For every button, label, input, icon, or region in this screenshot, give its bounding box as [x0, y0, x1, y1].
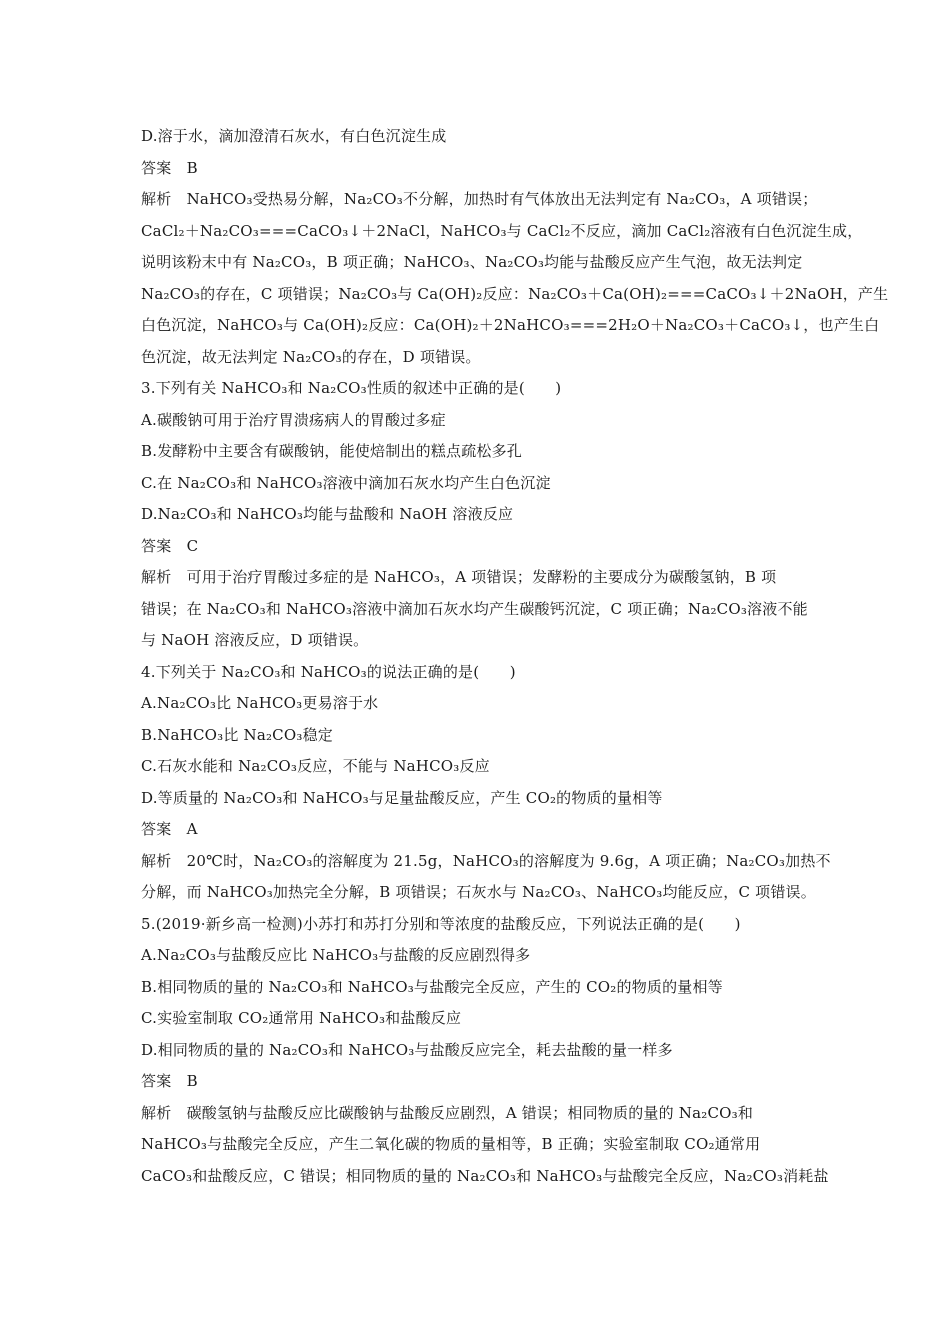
answer-line: 答案 B [141, 158, 198, 177]
question-3-option-b: B.发酵粉中主要含有碳酸钠，能使焙制出的糕点疏松多孔 [141, 442, 522, 460]
question-4-option-a: A.Na₂CO₃比 NaHCO₃更易溶于水 [141, 694, 379, 712]
question-5-stem: 5.(2019·新乡高一检测)小苏打和苏打分别和等浓度的盐酸反应，下列说法正确的是( ) [141, 914, 741, 933]
question-3-option-c: C.在 Na₂CO₃和 NaHCO₃溶液中滴加石灰水均产生白色沉淀 [141, 473, 551, 492]
answer-line: 答案 A [141, 820, 198, 838]
question-4-option-b: B.NaHCO₃比 Na₂CO₃稳定 [141, 725, 333, 744]
question-5-option-c: C.实验室制取 CO₂通常用 NaHCO₃和盐酸反应 [141, 1009, 462, 1027]
option-d-line: D.溶于水，滴加澄清石灰水，有白色沉淀生成 [141, 127, 447, 145]
explanation-line: 解析 20℃时，Na₂CO₃的溶解度为 21.5g，NaHCO₃的溶解度为 9.6g，A 项正确；Na₂CO₃加热不 [141, 851, 831, 870]
explanation-line: 分解，而 NaHCO₃加热完全分解，B 项错误；石灰水与 Na₂CO₃、NaHCO₃均能反应，C 项错误。 [141, 883, 816, 901]
question-4-option-d: D.等质量的 Na₂CO₃和 NaHCO₃与足量盐酸反应，产生 CO₂的物质的量相等 [141, 788, 663, 807]
explanation-line: 色沉淀，故无法判定 Na₂CO₃的存在，D 项错误。 [141, 347, 481, 366]
explanation-line: Na₂CO₃的存在，C 项错误；Na₂CO₃与 Ca(OH)₂反应：Na₂CO₃＋Ca(OH)₂===CaCO₃↓＋2NaOH，产生 [141, 284, 889, 303]
explanation-line: 解析 NaHCO₃受热易分解，Na₂CO₃不分解，加热时有气体放出无法判定有 Na₂CO₃，A 项错误； [141, 190, 818, 208]
explanation-line: 错误；在 Na₂CO₃和 NaHCO₃溶液中滴加石灰水均产生碳酸钙沉淀，C 项正确；Na₂CO₃溶液不能 [141, 599, 808, 618]
explanation-line: 解析 可用于治疗胃酸过多症的是 NaHCO₃，A 项错误；发酵粉的主要成分为碳酸氢钠，B 项 [141, 568, 777, 586]
question-4-option-c: C.石灰水能和 Na₂CO₃反应，不能与 NaHCO₃反应 [141, 757, 490, 775]
question-3-option-a: A.碳酸钠可用于治疗胃溃疡病人的胃酸过多症 [141, 410, 446, 429]
question-3-stem: 3.下列有关 NaHCO₃和 Na₂CO₃性质的叙述中正确的是( ) [141, 379, 562, 397]
answer-line: 答案 B [141, 1072, 198, 1090]
explanation-line: NaHCO₃与盐酸完全反应，产生二氧化碳的物质的量相等，B 正确；实验室制取 CO₂通常用 [141, 1135, 761, 1153]
question-5-option-d: D.相同物质的量的 Na₂CO₃和 NaHCO₃与盐酸反应完全，耗去盐酸的量一样多 [141, 1040, 673, 1059]
question-5-option-a: A.Na₂CO₃与盐酸反应比 NaHCO₃与盐酸的反应剧烈得多 [141, 946, 531, 964]
explanation-line: 解析 碳酸氢钠与盐酸反应比碳酸钠与盐酸反应剧烈，A 错误；相同物质的量的 Na₂CO₃和 [141, 1103, 754, 1122]
explanation-line: CaCl₂＋Na₂CO₃===CaCO₃↓＋2NaCl，NaHCO₃与 CaCl₂不反应，滴加 CaCl₂溶液有白色沉淀生成， [141, 221, 863, 240]
question-4-stem: 4.下列关于 Na₂CO₃和 NaHCO₃的说法正确的是( ) [141, 662, 516, 681]
explanation-line: 白色沉淀，NaHCO₃与 Ca(OH)₂反应：Ca(OH)₂＋2NaHCO₃===2H₂O＋Na₂CO₃＋CaCO₃↓，也产生白 [141, 316, 880, 334]
explanation-line: 说明该粉末中有 Na₂CO₃，B 项正确；NaHCO₃、Na₂CO₃均能与盐酸反应产生气泡，故无法判定 [141, 253, 803, 271]
question-3-option-d: D.Na₂CO₃和 NaHCO₃均能与盐酸和 NaOH 溶液反应 [141, 505, 514, 523]
explanation-line: CaCO₃和盐酸反应，C 错误；相同物质的量的 Na₂CO₃和 NaHCO₃与盐酸完全反应，Na₂CO₃消耗盐 [141, 1166, 829, 1185]
document-body [141, 121, 889, 1192]
question-5-option-b: B.相同物质的量的 Na₂CO₃和 NaHCO₃与盐酸完全反应，产生的 CO₂的物质的量相等 [141, 977, 723, 996]
answer-line: 答案 C [141, 536, 199, 555]
explanation-line: 与 NaOH 溶液反应，D 项错误。 [141, 631, 369, 649]
